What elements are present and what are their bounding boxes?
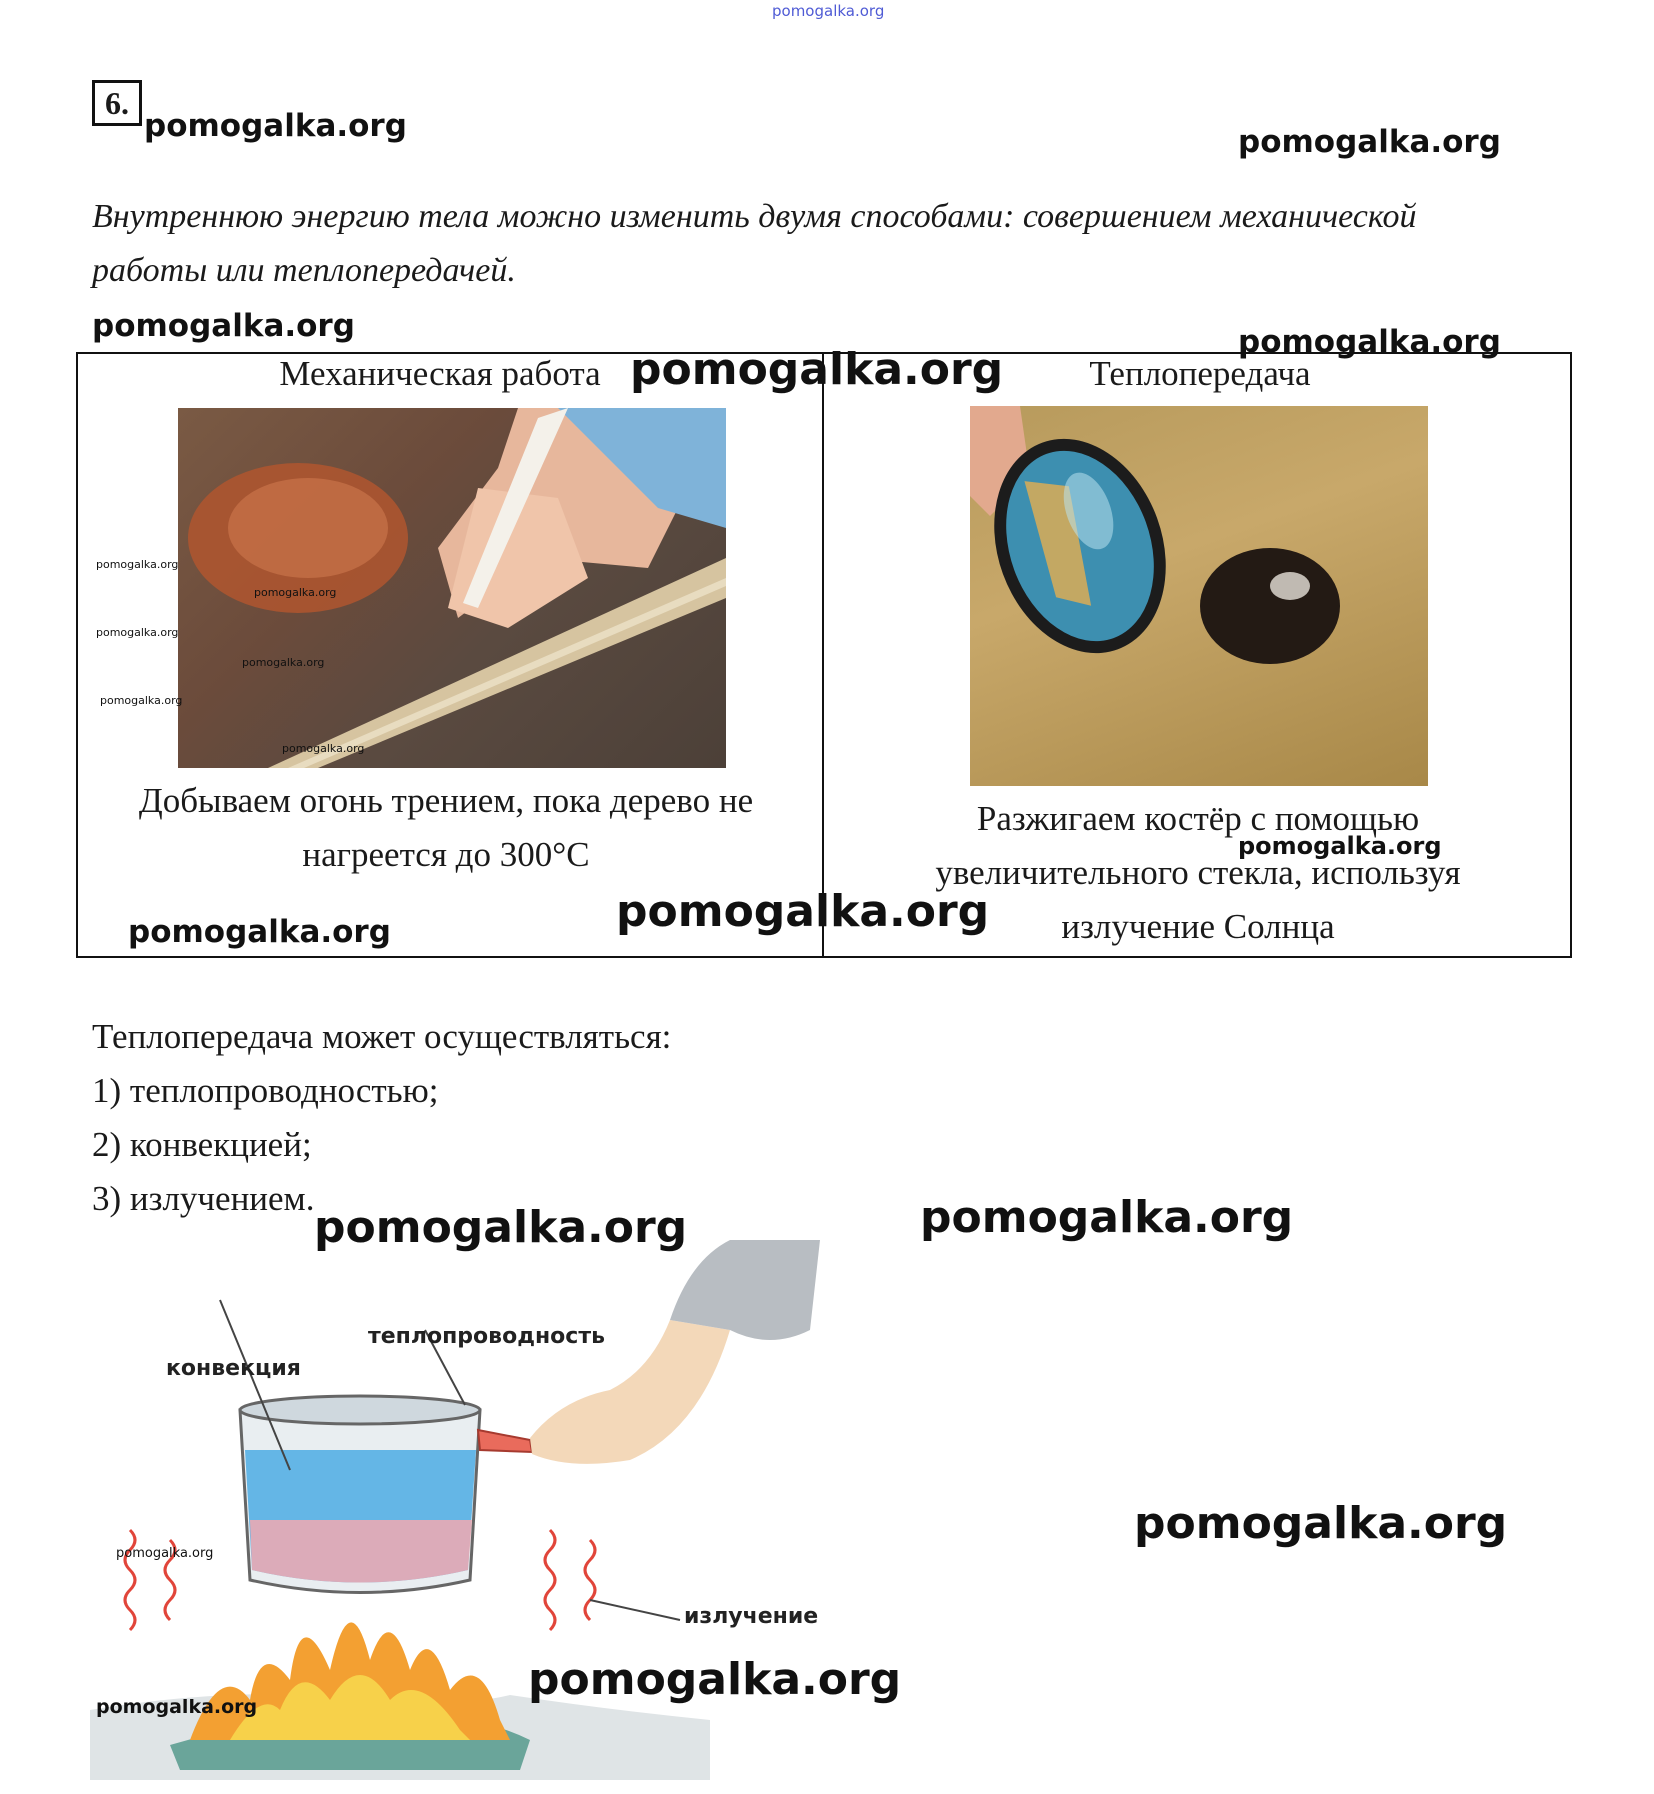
watermark: pomogalka.org	[100, 694, 183, 707]
caption-line: увеличительного стекла, используя	[935, 853, 1461, 892]
watermark: pomogalka.org	[1238, 832, 1442, 860]
watermark: pomogalka.org	[1134, 1498, 1508, 1549]
label-convection: конвекция	[166, 1356, 301, 1381]
watermark: pomogalka.org	[92, 308, 355, 344]
list-item: 1) теплопроводностью;	[92, 1071, 439, 1110]
watermark: pomogalka.org	[144, 108, 407, 144]
watermark: pomogalka.org	[630, 344, 1004, 395]
caption-heat-transfer	[878, 792, 1518, 954]
table-divider	[822, 352, 824, 958]
caption-line: Добываем огонь трением, пока дерево не	[138, 781, 754, 820]
list-heading: Теплопередача может осуществляться:	[92, 1017, 672, 1056]
task-number: 6.	[92, 80, 142, 126]
watermark-top[interactable]: pomogalka.org	[772, 2, 885, 20]
label-conduction: теплопроводность	[368, 1324, 605, 1349]
intro-text: Внутреннюю энергию тела можно изменить двумя способами: совершением механической работы или теплопередачей.	[92, 198, 1417, 289]
watermark: pomogalka.org	[528, 1654, 902, 1705]
watermark: pomogalka.org	[96, 558, 179, 571]
watermark: pomogalka.org	[616, 886, 990, 937]
watermark: pomogalka.org	[314, 1202, 688, 1253]
watermark: pomogalka.org	[128, 914, 391, 950]
caption-line: Разжигаем костёр с помощью	[976, 799, 1420, 838]
column-title-heat-transfer: Теплопередача	[1089, 354, 1311, 393]
column-title-mechanical-work: Механическая работа	[279, 354, 601, 393]
label-radiation: излучение	[684, 1604, 819, 1629]
watermark: pomogalka.org	[1238, 124, 1501, 160]
watermark: pomogalka.org	[282, 742, 365, 755]
watermark: pomogalka.org	[920, 1192, 1294, 1243]
list-item: 3) излучением.	[92, 1179, 315, 1218]
watermark: pomogalka.org	[254, 586, 337, 599]
list-item: 2) конвекцией;	[92, 1125, 312, 1164]
caption-line: излучение Солнца	[1061, 907, 1335, 946]
watermark: pomogalka.org	[96, 1696, 258, 1718]
caption-mechanical-work	[96, 774, 796, 882]
watermark: pomogalka.org	[96, 626, 179, 639]
watermark: pomogalka.org	[1238, 324, 1501, 360]
heat-transfer-methods	[92, 1010, 671, 1226]
watermark: pomogalka.org	[242, 656, 325, 669]
watermark: pomogalka.org	[116, 1546, 214, 1561]
magnifying-glass-photo	[970, 406, 1428, 786]
caption-line: нагреется до 300°C	[302, 835, 590, 874]
